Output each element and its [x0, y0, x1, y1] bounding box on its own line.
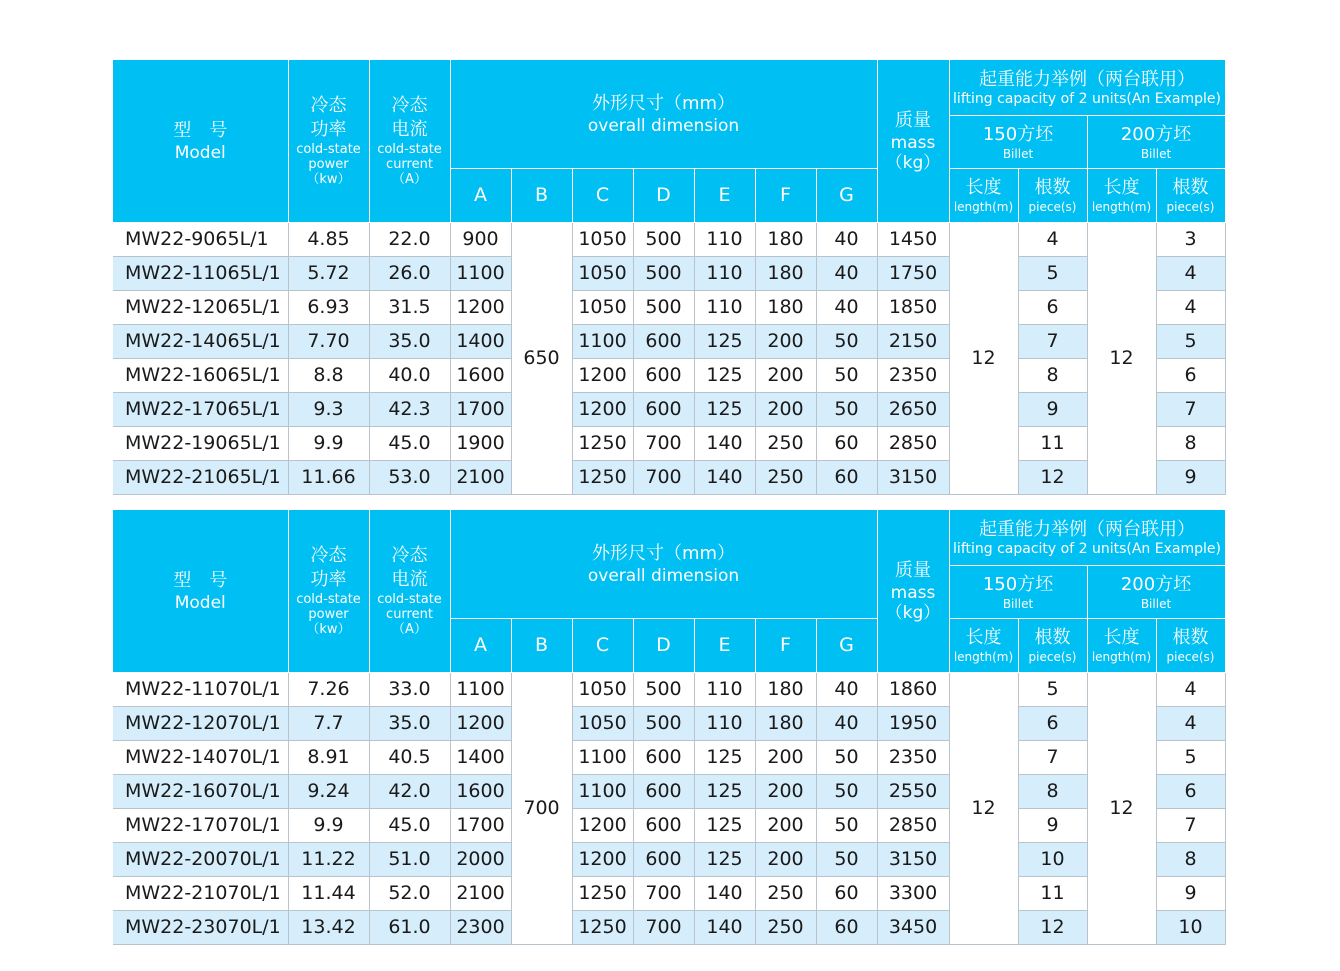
dim-f-cell: 200 [755, 774, 816, 808]
pieces-200-cell: 9 [1156, 460, 1225, 494]
table-row [113, 808, 1225, 842]
dim-col-header: B [511, 168, 572, 222]
table-row [113, 876, 1225, 910]
dim-a-cell: 1400 [450, 324, 511, 358]
power-cell: 9.9 [288, 808, 369, 842]
mass-cell: 1950 [877, 706, 949, 740]
mass-cell: 2350 [877, 740, 949, 774]
dim-c-cell: 1200 [572, 842, 633, 876]
pieces-150-cell: 6 [1018, 706, 1087, 740]
mass-cell: 3450 [877, 910, 949, 944]
table-row [113, 256, 1225, 290]
dim-d-cell: 500 [633, 290, 694, 324]
current-cell: 40.5 [369, 740, 450, 774]
dim-a-cell: 2300 [450, 910, 511, 944]
power-header: 冷态 功率 cold-state power （kw） [288, 510, 369, 672]
dim-f-cell: 200 [755, 842, 816, 876]
dim-c-cell: 1050 [572, 256, 633, 290]
model-header: 型 号 Model [113, 60, 288, 222]
power-cell: 6.93 [288, 290, 369, 324]
pieces-200-cell: 8 [1156, 842, 1225, 876]
pieces-200-cell: 6 [1156, 774, 1225, 808]
dim-d-cell: 600 [633, 324, 694, 358]
lifting-capacity-header: 起重能力举例（两台联用） lifting capacity of 2 units(An Example) [949, 510, 1225, 565]
dim-f-cell: 200 [755, 808, 816, 842]
current-cell: 31.5 [369, 290, 450, 324]
dim-d-cell: 500 [633, 222, 694, 256]
dim-col-header: G [816, 618, 877, 672]
dim-a-cell: 1200 [450, 290, 511, 324]
billet-200-header: 200方坯 Billet [1087, 565, 1225, 618]
power-cell: 7.26 [288, 672, 369, 706]
power-header: 冷态 功率 cold-state power （kw） [288, 60, 369, 222]
dim-d-cell: 600 [633, 808, 694, 842]
current-cell: 35.0 [369, 324, 450, 358]
model-cell: MW22-14065L/1 [113, 324, 288, 358]
pieces-150-cell: 5 [1018, 672, 1087, 706]
length-200-header: 长度 length(m) [1087, 618, 1156, 672]
dim-col-header: C [572, 168, 633, 222]
length-150-cell: 12 [949, 222, 1018, 494]
billet-150-header: 150方坯 Billet [949, 115, 1087, 168]
dim-g-cell: 40 [816, 256, 877, 290]
dim-f-cell: 250 [755, 876, 816, 910]
table-row [113, 222, 1225, 256]
dim-d-cell: 700 [633, 426, 694, 460]
dim-e-cell: 125 [694, 740, 755, 774]
mass-cell: 2650 [877, 392, 949, 426]
dim-d-cell: 600 [633, 740, 694, 774]
dim-e-cell: 125 [694, 358, 755, 392]
mass-cell: 3150 [877, 460, 949, 494]
mass-cell: 2350 [877, 358, 949, 392]
dim-d-cell: 500 [633, 672, 694, 706]
table-row [113, 358, 1225, 392]
dim-b-cell: 700 [511, 672, 572, 944]
model-cell: MW22-23070L/1 [113, 910, 288, 944]
table-row [113, 672, 1225, 706]
dim-g-cell: 50 [816, 740, 877, 774]
pieces-150-cell: 6 [1018, 290, 1087, 324]
dim-e-cell: 140 [694, 910, 755, 944]
model-cell: MW22-21065L/1 [113, 460, 288, 494]
current-cell: 22.0 [369, 222, 450, 256]
current-header: 冷态 电流 cold-state current （A） [369, 510, 450, 672]
dimension-header: 外形尺寸（mm） overall dimension [450, 60, 877, 168]
length-200-header: 长度 length(m) [1087, 168, 1156, 222]
dim-col-header: F [755, 618, 816, 672]
table-row [113, 392, 1225, 426]
pieces-200-cell: 9 [1156, 876, 1225, 910]
dim-g-cell: 40 [816, 290, 877, 324]
pieces-150-cell: 10 [1018, 842, 1087, 876]
current-cell: 45.0 [369, 808, 450, 842]
spec-table-650 [113, 60, 1226, 495]
mass-cell: 2850 [877, 808, 949, 842]
current-cell: 33.0 [369, 672, 450, 706]
dim-col-header: C [572, 618, 633, 672]
pieces-150-cell: 7 [1018, 740, 1087, 774]
length-150-header: 长度 length(m) [949, 168, 1018, 222]
pieces-150-cell: 4 [1018, 222, 1087, 256]
dim-col-header: B [511, 618, 572, 672]
lifting-capacity-header: 起重能力举例（两台联用） lifting capacity of 2 units(An Example) [949, 60, 1225, 115]
dim-a-cell: 2100 [450, 460, 511, 494]
dim-a-cell: 1600 [450, 358, 511, 392]
model-cell: MW22-14070L/1 [113, 740, 288, 774]
dim-col-header: E [694, 618, 755, 672]
dim-g-cell: 50 [816, 808, 877, 842]
power-cell: 11.66 [288, 460, 369, 494]
current-cell: 26.0 [369, 256, 450, 290]
dim-d-cell: 500 [633, 706, 694, 740]
dim-a-cell: 1700 [450, 808, 511, 842]
pieces-200-cell: 7 [1156, 808, 1225, 842]
dim-a-cell: 1700 [450, 392, 511, 426]
table-row [113, 324, 1225, 358]
dim-c-cell: 1250 [572, 426, 633, 460]
current-cell: 53.0 [369, 460, 450, 494]
dim-a-cell: 1200 [450, 706, 511, 740]
power-cell: 11.22 [288, 842, 369, 876]
dim-g-cell: 40 [816, 222, 877, 256]
dim-g-cell: 60 [816, 426, 877, 460]
length-200-cell: 12 [1087, 672, 1156, 944]
pieces-200-cell: 10 [1156, 910, 1225, 944]
dim-f-cell: 200 [755, 392, 816, 426]
pieces-200-cell: 4 [1156, 706, 1225, 740]
table-row [113, 910, 1225, 944]
pieces-200-cell: 5 [1156, 324, 1225, 358]
model-cell: MW22-17065L/1 [113, 392, 288, 426]
model-header: 型 号 Model [113, 510, 288, 672]
dim-c-cell: 1100 [572, 324, 633, 358]
mass-cell: 2550 [877, 774, 949, 808]
mass-cell: 1850 [877, 290, 949, 324]
dim-g-cell: 50 [816, 842, 877, 876]
table-row [113, 842, 1225, 876]
dim-f-cell: 180 [755, 290, 816, 324]
dim-g-cell: 50 [816, 392, 877, 426]
power-cell: 5.72 [288, 256, 369, 290]
model-cell: MW22-12065L/1 [113, 290, 288, 324]
power-cell: 13.42 [288, 910, 369, 944]
mass-cell: 3150 [877, 842, 949, 876]
dim-f-cell: 200 [755, 358, 816, 392]
dim-e-cell: 125 [694, 808, 755, 842]
dim-g-cell: 40 [816, 672, 877, 706]
dim-g-cell: 60 [816, 460, 877, 494]
dim-d-cell: 600 [633, 392, 694, 426]
dim-e-cell: 110 [694, 222, 755, 256]
mass-header: 质量 mass （kg） [877, 510, 949, 672]
dim-e-cell: 110 [694, 256, 755, 290]
dim-a-cell: 1900 [450, 426, 511, 460]
dim-e-cell: 125 [694, 774, 755, 808]
table-row [113, 290, 1225, 324]
dim-f-cell: 180 [755, 672, 816, 706]
table-row [113, 706, 1225, 740]
dim-a-cell: 1100 [450, 256, 511, 290]
power-cell: 8.8 [288, 358, 369, 392]
power-cell: 9.24 [288, 774, 369, 808]
pieces-150-cell: 9 [1018, 808, 1087, 842]
dim-a-cell: 2100 [450, 876, 511, 910]
current-header: 冷态 电流 cold-state current （A） [369, 60, 450, 222]
table-row [113, 740, 1225, 774]
dim-col-header: D [633, 618, 694, 672]
current-cell: 42.0 [369, 774, 450, 808]
dim-c-cell: 1200 [572, 358, 633, 392]
dim-g-cell: 50 [816, 358, 877, 392]
dim-a-cell: 1100 [450, 672, 511, 706]
dim-e-cell: 140 [694, 460, 755, 494]
model-cell: MW22-12070L/1 [113, 706, 288, 740]
dim-c-cell: 1250 [572, 910, 633, 944]
dim-a-cell: 900 [450, 222, 511, 256]
model-cell: MW22-9065L/1 [113, 222, 288, 256]
current-cell: 52.0 [369, 876, 450, 910]
dim-d-cell: 700 [633, 910, 694, 944]
dim-c-cell: 1050 [572, 706, 633, 740]
mass-cell: 1860 [877, 672, 949, 706]
dim-a-cell: 1400 [450, 740, 511, 774]
current-cell: 35.0 [369, 706, 450, 740]
dim-col-header: E [694, 168, 755, 222]
dim-c-cell: 1250 [572, 876, 633, 910]
power-cell: 9.3 [288, 392, 369, 426]
dim-a-cell: 1600 [450, 774, 511, 808]
pieces-200-cell: 4 [1156, 256, 1225, 290]
dim-f-cell: 200 [755, 324, 816, 358]
dim-d-cell: 600 [633, 842, 694, 876]
dim-d-cell: 600 [633, 774, 694, 808]
dim-e-cell: 125 [694, 324, 755, 358]
length-150-header: 长度 length(m) [949, 618, 1018, 672]
dim-e-cell: 140 [694, 426, 755, 460]
pieces-150-cell: 11 [1018, 426, 1087, 460]
dim-col-header: F [755, 168, 816, 222]
dim-g-cell: 40 [816, 706, 877, 740]
model-cell: MW22-16065L/1 [113, 358, 288, 392]
power-cell: 7.70 [288, 324, 369, 358]
pieces-200-cell: 8 [1156, 426, 1225, 460]
pieces-150-cell: 8 [1018, 358, 1087, 392]
dim-g-cell: 60 [816, 876, 877, 910]
dim-e-cell: 125 [694, 842, 755, 876]
dim-c-cell: 1200 [572, 808, 633, 842]
dim-g-cell: 60 [816, 910, 877, 944]
dim-c-cell: 1050 [572, 222, 633, 256]
dim-e-cell: 140 [694, 876, 755, 910]
model-cell: MW22-17070L/1 [113, 808, 288, 842]
dim-a-cell: 2000 [450, 842, 511, 876]
pieces-150-cell: 5 [1018, 256, 1087, 290]
dim-d-cell: 500 [633, 256, 694, 290]
dim-e-cell: 110 [694, 706, 755, 740]
model-cell: MW22-16070L/1 [113, 774, 288, 808]
dim-d-cell: 700 [633, 876, 694, 910]
table-row [113, 460, 1225, 494]
mass-cell: 3300 [877, 876, 949, 910]
model-cell: MW22-20070L/1 [113, 842, 288, 876]
model-cell: MW22-11065L/1 [113, 256, 288, 290]
power-cell: 11.44 [288, 876, 369, 910]
pieces-200-cell: 3 [1156, 222, 1225, 256]
model-cell: MW22-19065L/1 [113, 426, 288, 460]
pieces-150-cell: 12 [1018, 460, 1087, 494]
pieces-200-header: 根数 piece(s) [1156, 168, 1225, 222]
dim-e-cell: 125 [694, 392, 755, 426]
pieces-150-cell: 8 [1018, 774, 1087, 808]
dim-c-cell: 1100 [572, 740, 633, 774]
dim-d-cell: 700 [633, 460, 694, 494]
billet-150-header: 150方坯 Billet [949, 565, 1087, 618]
pieces-200-cell: 6 [1156, 358, 1225, 392]
pieces-150-cell: 9 [1018, 392, 1087, 426]
spec-table-700 [113, 510, 1226, 945]
dim-e-cell: 110 [694, 672, 755, 706]
pieces-150-cell: 11 [1018, 876, 1087, 910]
dim-f-cell: 180 [755, 222, 816, 256]
pieces-200-cell: 7 [1156, 392, 1225, 426]
pieces-150-cell: 12 [1018, 910, 1087, 944]
current-cell: 61.0 [369, 910, 450, 944]
current-cell: 45.0 [369, 426, 450, 460]
power-cell: 8.91 [288, 740, 369, 774]
dim-f-cell: 250 [755, 910, 816, 944]
dim-d-cell: 600 [633, 358, 694, 392]
pieces-150-cell: 7 [1018, 324, 1087, 358]
dim-f-cell: 250 [755, 460, 816, 494]
mass-cell: 2850 [877, 426, 949, 460]
mass-cell: 1450 [877, 222, 949, 256]
pieces-150-header: 根数 piece(s) [1018, 618, 1087, 672]
table-row [113, 426, 1225, 460]
dim-col-header: G [816, 168, 877, 222]
length-150-cell: 12 [949, 672, 1018, 944]
dim-b-cell: 650 [511, 222, 572, 494]
dim-col-header: A [450, 618, 511, 672]
billet-200-header: 200方坯 Billet [1087, 115, 1225, 168]
dim-c-cell: 1200 [572, 392, 633, 426]
mass-header: 质量 mass （kg） [877, 60, 949, 222]
dim-g-cell: 50 [816, 774, 877, 808]
current-cell: 51.0 [369, 842, 450, 876]
dim-c-cell: 1250 [572, 460, 633, 494]
pieces-150-header: 根数 piece(s) [1018, 168, 1087, 222]
dimension-header: 外形尺寸（mm） overall dimension [450, 510, 877, 618]
dim-f-cell: 200 [755, 740, 816, 774]
mass-cell: 2150 [877, 324, 949, 358]
dim-g-cell: 50 [816, 324, 877, 358]
dim-c-cell: 1050 [572, 290, 633, 324]
power-cell: 9.9 [288, 426, 369, 460]
model-cell: MW22-21070L/1 [113, 876, 288, 910]
dim-f-cell: 180 [755, 706, 816, 740]
length-200-cell: 12 [1087, 222, 1156, 494]
dim-col-header: D [633, 168, 694, 222]
current-cell: 40.0 [369, 358, 450, 392]
dim-f-cell: 180 [755, 256, 816, 290]
dim-e-cell: 110 [694, 290, 755, 324]
power-cell: 4.85 [288, 222, 369, 256]
pieces-200-cell: 4 [1156, 672, 1225, 706]
dim-f-cell: 250 [755, 426, 816, 460]
dim-c-cell: 1100 [572, 774, 633, 808]
dim-col-header: A [450, 168, 511, 222]
mass-cell: 1750 [877, 256, 949, 290]
pieces-200-cell: 5 [1156, 740, 1225, 774]
table-row [113, 774, 1225, 808]
power-cell: 7.7 [288, 706, 369, 740]
pieces-200-header: 根数 piece(s) [1156, 618, 1225, 672]
model-cell: MW22-11070L/1 [113, 672, 288, 706]
current-cell: 42.3 [369, 392, 450, 426]
dim-c-cell: 1050 [572, 672, 633, 706]
pieces-200-cell: 4 [1156, 290, 1225, 324]
